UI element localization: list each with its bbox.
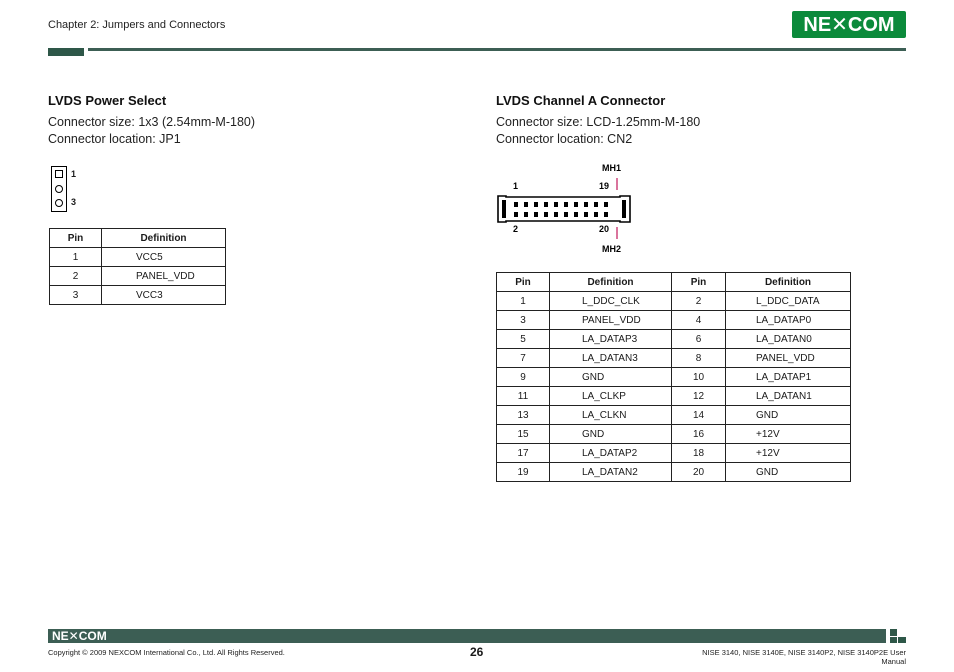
connector-pin (574, 212, 578, 217)
connector-pin (574, 202, 578, 207)
pin2-label: 2 (513, 224, 519, 234)
connector-pin (544, 212, 548, 217)
pin1-label: 1 (513, 181, 519, 191)
table-row (50, 267, 226, 286)
table-cell: 19 (497, 463, 550, 482)
connector-pin (554, 202, 558, 207)
jumper-pin-circle (55, 199, 63, 207)
connector-pin (564, 212, 568, 217)
cn2-pin-table (496, 272, 851, 482)
connector-pin (524, 202, 528, 207)
table-cell: 1 (497, 292, 550, 311)
table-row (497, 349, 851, 368)
connector-pin (524, 212, 528, 217)
nexcom-logo (792, 11, 906, 38)
table-cell: 20 (672, 463, 726, 482)
table-cell: 3 (50, 286, 102, 305)
table-row (497, 387, 851, 406)
header-rule-accent (48, 48, 84, 56)
table-row (497, 425, 851, 444)
table-cell: 1 (50, 248, 102, 267)
table-row (497, 463, 851, 482)
table-cell: 18 (672, 444, 726, 463)
connector-pins (514, 202, 608, 217)
table-cell: VCC5 (102, 248, 226, 267)
chapter-title: Chapter 2: Jumpers and Connectors (48, 19, 226, 31)
table-row (497, 292, 851, 311)
table-header-row (50, 229, 226, 248)
lvds-channel-a-title: LVDS Channel A Connector (496, 93, 666, 108)
jumper-label-1: 1 (71, 169, 77, 179)
table-header: Pin (50, 229, 102, 248)
table-cell: 7 (497, 349, 550, 368)
table-cell: LA_DATAN1 (726, 387, 851, 406)
table-header: Pin (672, 273, 726, 292)
table-cell: 14 (672, 406, 726, 425)
table-cell: PANEL_VDD (726, 349, 851, 368)
table-cell: 10 (672, 368, 726, 387)
connector-pin (514, 212, 518, 217)
mh2-label: MH2 (602, 244, 622, 254)
table-cell: GND (550, 368, 672, 387)
footer-square (898, 637, 906, 643)
table-row (497, 406, 851, 425)
table-row (50, 248, 226, 267)
table-cell: GND (726, 463, 851, 482)
table-cell: LA_DATAN0 (726, 330, 851, 349)
manual-title: NISE 3140, NISE 3140E, NISE 3140P2, NISE 3140P2E User Manual (702, 648, 906, 666)
table-cell: 17 (497, 444, 550, 463)
table-header-row (497, 273, 851, 292)
table-cell: GND (550, 425, 672, 444)
jp1-pin-table (49, 228, 226, 305)
connector-pin (514, 202, 518, 207)
footer-square (890, 629, 897, 636)
table-row (50, 286, 226, 305)
table-row (497, 311, 851, 330)
pin19-label: 19 (599, 181, 610, 191)
table-cell: 5 (497, 330, 550, 349)
connector-pin (544, 202, 548, 207)
table-cell: +12V (726, 444, 851, 463)
footer-square (890, 637, 897, 643)
table-header: Definition (102, 229, 226, 248)
connector-pin (584, 212, 588, 217)
table-cell: 8 (672, 349, 726, 368)
connector-pin (604, 202, 608, 207)
table-cell: LA_DATAP3 (550, 330, 672, 349)
copyright: Copyright © 2009 NEXCOM International Co., Ltd. All Rights Reserved. (48, 648, 285, 657)
table-header: Pin (497, 273, 550, 292)
jumper-diagram (51, 166, 67, 212)
table-cell: L_DDC_DATA (726, 292, 851, 311)
table-cell: LA_DATAN2 (550, 463, 672, 482)
jumper-pin-circle (55, 185, 63, 193)
footer-bar (48, 629, 886, 643)
lvds-power-title: LVDS Power Select (48, 93, 167, 108)
connector-pin (604, 212, 608, 217)
jumper-pin-square (55, 170, 63, 178)
table-cell: 6 (672, 330, 726, 349)
table-cell: 16 (672, 425, 726, 444)
logo-text: NE✕COM (803, 14, 895, 36)
cn2-table-body (497, 292, 851, 482)
table-cell: 2 (50, 267, 102, 286)
table-cell: LA_CLKP (550, 387, 672, 406)
table-cell: LA_DATAP0 (726, 311, 851, 330)
table-cell: PANEL_VDD (550, 311, 672, 330)
table-cell: 4 (672, 311, 726, 330)
connector-pin (534, 212, 538, 217)
page-number: 26 (470, 645, 484, 659)
table-cell: 3 (497, 311, 550, 330)
table-cell: LA_DATAP2 (550, 444, 672, 463)
table-cell: 11 (497, 387, 550, 406)
lvds-channel-a-size: Connector size: LCD-1.25mm-M-180 (496, 115, 701, 129)
lvds-power-size: Connector size: 1x3 (2.54mm-M-180) (48, 115, 256, 129)
lvds-power-location: Connector location: JP1 (48, 132, 181, 146)
table-cell: L_DDC_CLK (550, 292, 672, 311)
table-cell: LA_DATAN3 (550, 349, 672, 368)
table-cell: 15 (497, 425, 550, 444)
footer-logo: NE✕COM (52, 629, 107, 643)
connector-pin (594, 212, 598, 217)
table-cell: 9 (497, 368, 550, 387)
connector-pin (564, 202, 568, 207)
table-cell: GND (726, 406, 851, 425)
table-cell: 13 (497, 406, 550, 425)
mh1-label: MH1 (602, 163, 622, 173)
table-cell: LA_DATAP1 (726, 368, 851, 387)
table-row (497, 368, 851, 387)
table-header: Definition (726, 273, 851, 292)
table-cell: 12 (672, 387, 726, 406)
table-cell: VCC3 (102, 286, 226, 305)
connector-pin (584, 202, 588, 207)
table-row (497, 444, 851, 463)
header-rule (88, 48, 906, 51)
pin20-label: 20 (599, 224, 610, 234)
lvds-channel-a-location: Connector location: CN2 (496, 132, 633, 146)
connector-diagram (494, 160, 644, 260)
table-cell: LA_CLKN (550, 406, 672, 425)
table-cell: 2 (672, 292, 726, 311)
connector-pin (554, 212, 558, 217)
jumper-label-3: 3 (71, 197, 77, 207)
connector-pin (534, 202, 538, 207)
table-row (497, 330, 851, 349)
connector-pin (594, 202, 598, 207)
table-cell: +12V (726, 425, 851, 444)
table-header: Definition (550, 273, 672, 292)
connector-outline (498, 196, 630, 222)
table-cell: PANEL_VDD (102, 267, 226, 286)
